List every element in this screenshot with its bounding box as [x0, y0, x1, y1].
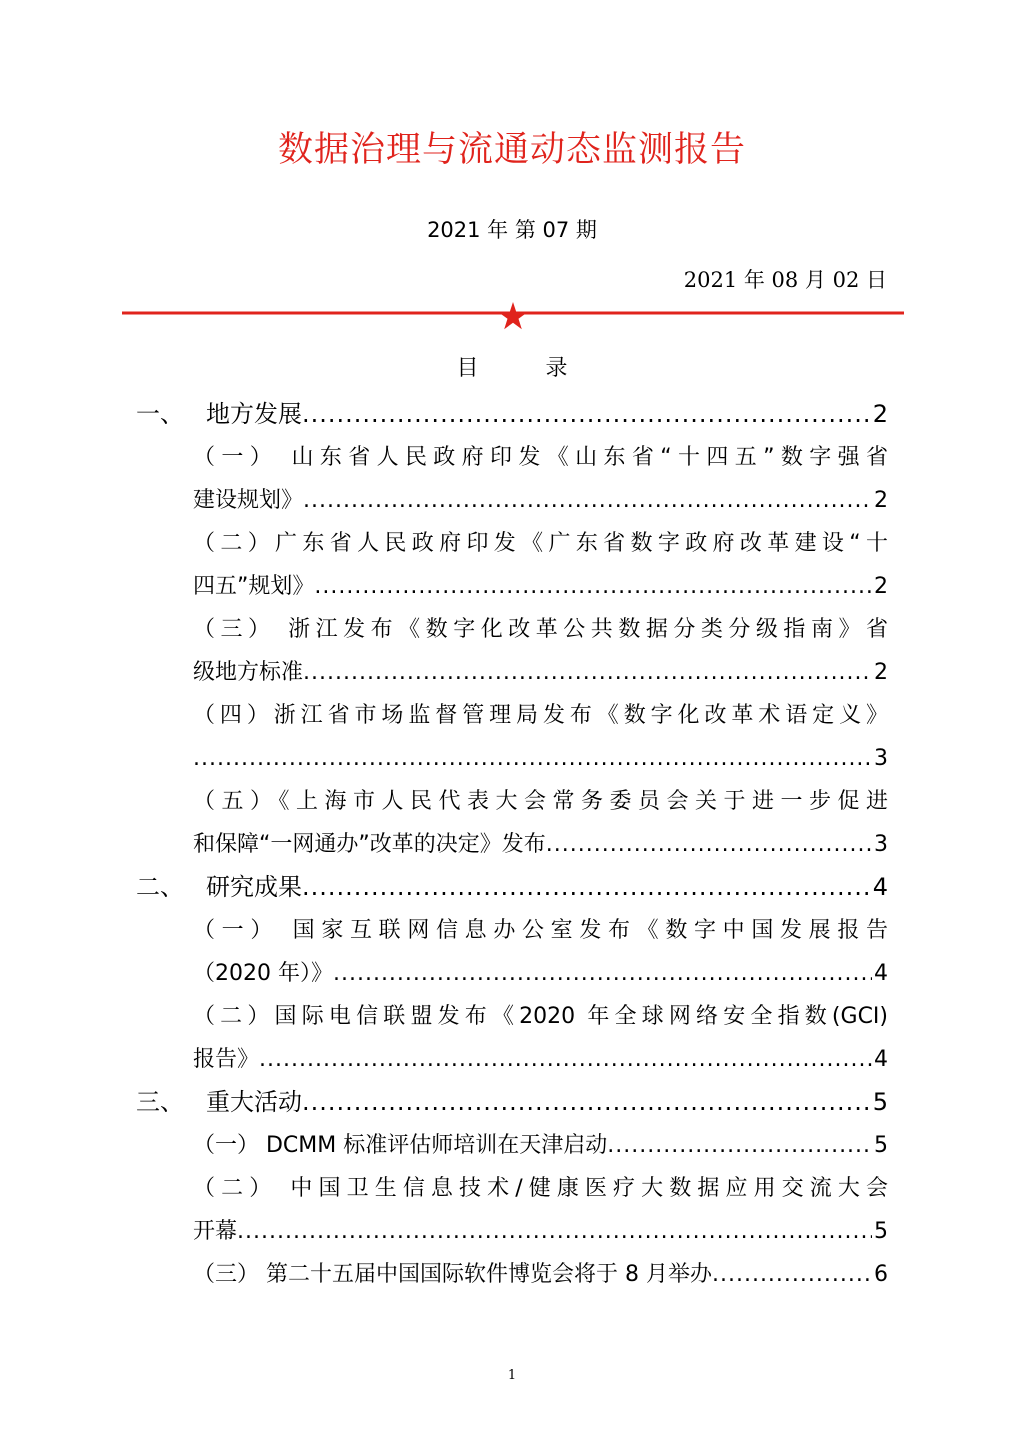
toc-item-entry[interactable]	[136, 1167, 888, 1210]
toc-page-number: 6	[874, 1262, 888, 1287]
toc-dot-leader	[712, 1253, 872, 1296]
toc-item-continuation[interactable]	[136, 823, 888, 866]
report-title: 数据治理与流通动态监测报告	[277, 130, 746, 170]
toc-item-entry[interactable]	[136, 780, 888, 823]
toc-section-entry[interactable]	[136, 866, 888, 909]
toc-item-title-cont: 四五”规划》	[193, 574, 315, 599]
toc-section-entry[interactable]	[136, 393, 888, 436]
toc-item-title: （四）浙江省市场监督管理局发布《数字化改革术语定义》	[193, 703, 888, 728]
toc-item-title: （三） 第二十五届中国国际软件博览会将于 8 月举办	[193, 1262, 712, 1287]
toc-item-title: （二）广东省人民政府印发《广东省数字政府改革建设“十	[193, 531, 888, 556]
toc-item-title-cont: 建设规划》	[193, 488, 304, 513]
toc-dot-leader	[333, 952, 872, 995]
toc-item-entry[interactable]	[136, 694, 888, 737]
page-number: 1	[507, 1368, 517, 1383]
toc-section-number: 一、	[136, 400, 184, 428]
toc-page-number: 2	[874, 574, 888, 599]
toc-item-title: （五）《上海市人民代表大会常务委员会关于进一步促进	[193, 789, 888, 814]
toc-item-title-cont: （2020 年）》	[193, 961, 333, 986]
toc-section-title: 地方发展	[206, 400, 302, 428]
toc-item-entry[interactable]	[136, 1124, 888, 1167]
toc-item-title: （一） 国家互联网信息办公室发布《数字中国发展报告	[193, 918, 888, 943]
toc-item-continuation[interactable]	[136, 565, 888, 608]
toc-dot-leader	[259, 1038, 872, 1081]
toc-dot-leader	[193, 737, 872, 780]
toc-page-number: 2	[874, 660, 888, 685]
star-icon	[499, 302, 528, 329]
toc-page-number: 5	[874, 1219, 888, 1244]
toc-item-title-cont: 开幕	[193, 1219, 238, 1244]
toc-item-title: （三） 浙江发布《数字化改革公共数据分类分级指南》省	[193, 617, 888, 642]
toc-dot-leader	[607, 1124, 872, 1167]
toc-section-title: 重大活动	[206, 1088, 302, 1116]
toc-item-title-cont: 级地方标准	[193, 660, 304, 685]
table-of-contents	[136, 393, 888, 1296]
toc-page-number: 4	[872, 873, 888, 901]
toc-page-number: 2	[874, 488, 888, 513]
toc-item-continuation[interactable]	[136, 479, 888, 522]
toc-page-number: 3	[874, 832, 888, 857]
toc-item-continuation[interactable]	[136, 737, 888, 780]
toc-dot-leader	[303, 479, 872, 522]
red-divider	[122, 300, 904, 330]
toc-dot-leader	[237, 1210, 872, 1253]
toc-item-continuation[interactable]	[136, 952, 888, 995]
toc-item-title-cont: 报告》	[193, 1047, 260, 1072]
toc-item-title: （二）国际电信联盟发布《2020 年全球网络安全指数(GCI)	[193, 1004, 888, 1029]
toc-section-entry[interactable]	[136, 1081, 888, 1124]
toc-item-entry[interactable]	[136, 1253, 888, 1296]
toc-dot-leader	[302, 866, 871, 909]
toc-section-number: 二、	[136, 873, 184, 901]
toc-item-title: （二） 中国卫生信息技术/健康医疗大数据应用交流大会	[193, 1176, 888, 1201]
toc-item-continuation[interactable]	[136, 651, 888, 694]
toc-section-number: 三、	[136, 1088, 184, 1116]
toc-dot-leader	[302, 393, 871, 436]
toc-page-number: 5	[874, 1133, 888, 1158]
toc-item-continuation[interactable]	[136, 1210, 888, 1253]
toc-page-number: 4	[874, 961, 888, 986]
toc-item-title: （一） 山东省人民政府印发《山东省“十四五”数字强省	[193, 445, 888, 470]
toc-page-number: 2	[872, 400, 888, 428]
toc-item-continuation[interactable]	[136, 1038, 888, 1081]
toc-item-entry[interactable]	[136, 995, 888, 1038]
toc-heading: 目 录	[456, 356, 598, 381]
toc-dot-leader	[314, 565, 872, 608]
toc-dot-leader	[546, 823, 872, 866]
toc-item-entry[interactable]	[136, 608, 888, 651]
toc-item-entry[interactable]	[136, 522, 888, 565]
toc-dot-leader	[302, 1081, 871, 1124]
toc-item-title-cont: 和保障“一网通办”改革的决定》发布	[193, 832, 546, 857]
toc-dot-leader	[303, 651, 872, 694]
issue-date: 2021 年 08 月 02 日	[683, 268, 887, 292]
toc-item-title: （一） DCMM 标准评估师培训在天津启动	[193, 1133, 608, 1158]
toc-item-entry[interactable]	[136, 436, 888, 479]
toc-page-number: 3	[874, 746, 888, 771]
toc-page-number: 4	[874, 1047, 888, 1072]
toc-page-number: 5	[872, 1088, 888, 1116]
toc-item-entry[interactable]	[136, 909, 888, 952]
issue-number: 2021 年 第 07 期	[427, 218, 597, 242]
toc-section-title: 研究成果	[206, 873, 302, 901]
